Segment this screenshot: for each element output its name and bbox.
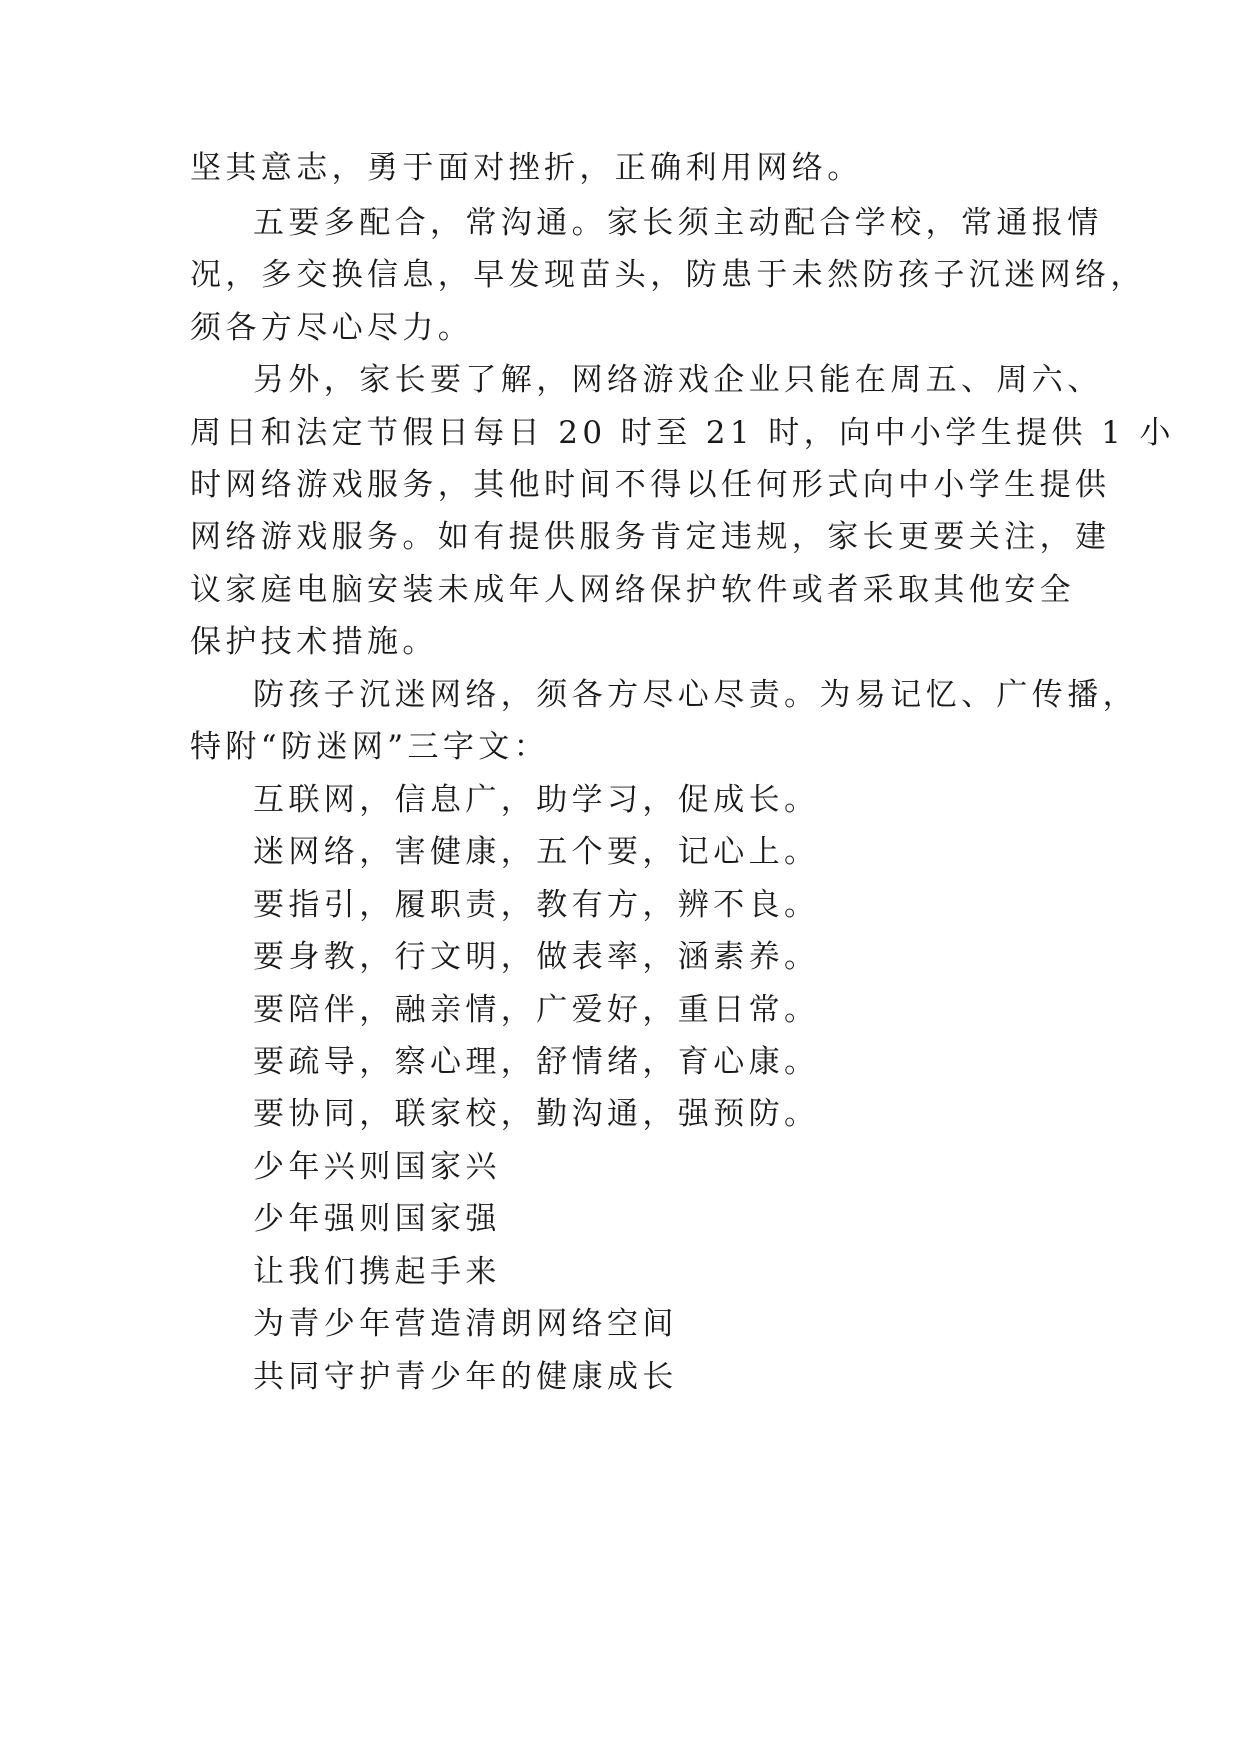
verse-line: 要身教，行文明，做表率，涵素养。 [253, 939, 820, 975]
paragraph-first-line: 另外，家长要了解，网络游戏企业只能在周五、周六、 [253, 362, 1103, 398]
text-line: 议家庭电脑安装未成年人网络保护软件或者采取其他安全 [190, 572, 1075, 608]
verse-line: 要陪伴，融亲情，广爱好，重日常。 [253, 992, 820, 1028]
closing-line: 共同守护青少年的健康成长 [253, 1359, 678, 1395]
paragraph-first-line: 防孩子沉迷网络，须各方尽心尽责。为易记忆、广传播， [253, 677, 1138, 713]
paragraph-first-line: 五要多配合，常沟通。家长须主动配合学校，常通报情 [253, 205, 1103, 241]
verse-line: 要协同，联家校，勤沟通，强预防。 [253, 1096, 820, 1132]
text-line: 坚其意志，勇于面对挫折，正确利用网络。 [190, 150, 863, 186]
text-line: 保护技术措施。 [190, 624, 438, 660]
text-line: 网络游戏服务。如有提供服务肯定违规，家长更要关注，建 [190, 519, 1111, 555]
closing-line: 少年兴则国家兴 [253, 1149, 501, 1185]
text-line: 周日和法定节假日每日 20 时至 21 时，向中小学生提供 1 小 [190, 415, 1175, 451]
text-line: 况，多交换信息，早发现苗头，防患于未然防孩子沉迷网络， [190, 257, 1146, 293]
text-line: 时网络游戏服务，其他时间不得以任何形式向中小学生提供 [190, 467, 1111, 503]
verse-line: 要指引，履职责，教有方，辨不良。 [253, 887, 820, 923]
closing-line: 少年强则国家强 [253, 1201, 501, 1237]
verse-line: 互联网，信息广，助学习，促成长。 [253, 782, 820, 818]
closing-line: 让我们携起手来 [253, 1254, 501, 1290]
text-line: 须各方尽心尽力。 [190, 310, 474, 346]
verse-line: 迷网络，害健康，五个要，记心上。 [253, 834, 820, 870]
text-line: 特附“防迷网”三字文： [190, 729, 550, 765]
closing-line: 为青少年营造清朗网络空间 [253, 1306, 678, 1342]
verse-line: 要疏导，察心理，舒情绪，育心康。 [253, 1044, 820, 1080]
